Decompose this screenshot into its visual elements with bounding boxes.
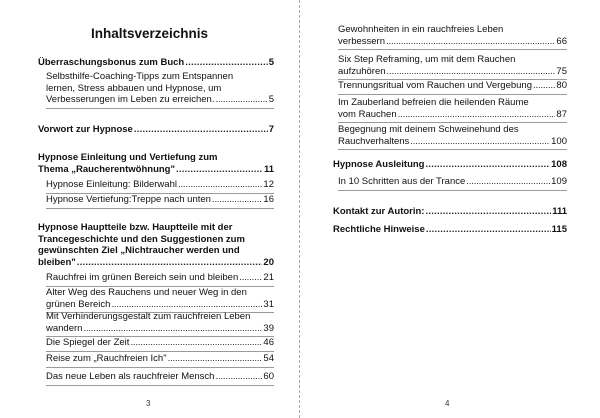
toc-entry-title-line: Trancegeschichte und den Suggestionen zum [38,233,245,245]
toc-entry-underline [338,149,567,150]
toc-dot-leader [134,124,268,136]
toc-dot-leader [410,136,550,148]
toc-dot-leader [466,176,550,188]
left-page [0,0,299,418]
toc-dot-leader [426,159,551,171]
toc-entry[interactable] [38,222,274,268]
toc-entry-page: 111 [552,206,567,217]
toc-entry-page: 20 [263,256,274,268]
toc-entry[interactable] [338,24,567,47]
toc-entry-page: 60 [263,371,274,382]
toc-dot-leader [215,94,267,106]
toc-entry-title-line: verbessern [338,35,385,47]
toc-entry-page: 80 [556,80,567,91]
toc-entry-title-line: grünen Bereich [46,298,111,310]
toc-entry-page: 46 [263,337,274,348]
toc-entry-title-line: Begegnung mit deinem Schweinehund des [338,124,519,135]
toc-entry-title-line: Im Zauberland befreien die heilenden Räume [338,97,529,108]
toc-entry[interactable] [46,194,274,206]
toc-entry[interactable] [338,124,567,147]
toc-entry-title-line: Rauchfrei im grünen Bereich sein und bleiben [46,272,239,283]
toc-entry-page: 100 [551,135,567,147]
toc-entry-title-line: Mit Verhinderungsgestalt zum rauchfreien Leben [46,311,251,322]
toc-entry-underline [46,351,274,352]
toc-entry-title-line: Das neue Leben als rauchfreier Mensch [46,371,215,382]
toc-entry-title-line: bleiben" [38,256,76,268]
toc-entry-title-line: Rauchverhaltens [338,135,410,147]
page-number-right: 4 [445,399,450,408]
toc-entry[interactable] [46,371,274,383]
toc-entry[interactable] [46,337,274,349]
toc-entry-page: 12 [263,179,274,190]
toc-entry-page: 7 [268,124,274,135]
toc-entry-title-line: Die Spiegel der Zeit [46,337,130,348]
toc-entry-title-line: vom Rauchen [338,108,397,120]
toc-entry-page: 54 [263,353,274,364]
toc-dot-leader [185,57,267,69]
toc-entry[interactable] [38,57,274,69]
toc-entry-title-line: Hypnose Hauptteile bzw. Hauptteile mit der [38,222,233,233]
toc-dot-leader [387,66,556,78]
toc-dot-leader [533,80,555,92]
toc-entry-underline [338,94,567,95]
toc-entry-page: 109 [551,176,567,187]
toc-entry-page: 39 [263,322,274,334]
toc-entry-title-line: aufzuhören [338,65,386,77]
toc-dot-leader [398,109,556,121]
toc-entry-title-line: Thema „Raucherentwöhnung" [38,163,175,175]
book-spine [299,0,300,418]
toc-dot-leader [386,36,555,48]
page-number-left: 3 [146,399,151,408]
toc-entry[interactable] [338,80,567,92]
toc-entry[interactable] [46,353,274,365]
toc-dot-leader [77,257,263,269]
toc-entry-page: 16 [263,194,274,205]
toc-entry-page: 5 [268,94,274,105]
toc-entry[interactable] [338,54,567,77]
toc-entry[interactable] [46,311,274,334]
toc-entry-underline [338,190,567,191]
toc-entry[interactable] [46,272,274,284]
toc-entry[interactable] [38,124,274,136]
toc-entry-title-line: Gewohnheiten in ein rauchfreies Leben [338,24,504,35]
toc-entry-page: 108 [551,159,567,170]
toc-entry-underline [46,385,274,386]
toc-entry-page: 21 [263,272,274,283]
toc-dot-leader [426,224,551,236]
toc-entry-underline [46,208,274,209]
right-page [301,0,600,418]
toc-entry-title-line: Alter Weg des Rauchens und neuer Weg in den [46,287,247,298]
toc-entry[interactable] [333,159,567,171]
toc-dot-leader [111,299,262,311]
toc-entry-page: 66 [556,35,567,47]
toc-entry-page: 87 [556,108,567,120]
toc-entry-title-line: Vorwort zur Hypnose [38,124,133,135]
toc-entry-page: 115 [551,224,567,235]
toc-dot-leader [215,371,262,383]
toc-entry-title-line: Kontakt zur Autorin: [333,206,425,217]
toc-entry-title-line: Hypnose Vertiefung:Treppe nach unten [46,194,211,205]
toc-title: Inhaltsverzeichnis [90,26,209,41]
toc-entry-underline [338,49,567,50]
toc-entry-page: 75 [556,65,567,77]
toc-entry-title-line: wandern [46,322,83,334]
toc-dot-leader [168,353,263,365]
toc-list-left [0,0,299,418]
toc-entry[interactable] [333,206,567,218]
toc-entry-page: 5 [268,57,274,68]
toc-dot-leader [178,179,262,191]
toc-entry-underline [46,367,274,368]
toc-entry[interactable] [38,152,274,175]
toc-entry[interactable] [338,176,567,188]
toc-entry-title-line: Six Step Reframing, um mit dem Rauchen [338,54,516,65]
toc-dot-leader [239,272,262,284]
toc-entry-title-line: Hypnose Einleitung: Bilderwahl [46,179,177,190]
toc-list-right [301,0,600,418]
toc-entry-title-line: Hypnose Ausleitung [333,159,425,170]
toc-entry-title-line: In 10 Schritten aus der Trance [338,176,466,187]
toc-entry-underline [46,108,274,109]
toc-dot-leader [176,164,263,176]
toc-entry[interactable] [46,179,274,191]
toc-entry[interactable] [338,97,567,120]
toc-entry-title-line: Hypnose Einleitung und Vertiefung zum [38,152,218,163]
toc-entry-page: 31 [263,298,274,310]
toc-entry-page: 11 [263,163,274,175]
toc-entry-title-line: lernen, Stress abbauen und Hypnose, um [46,82,222,94]
toc-entry[interactable] [333,224,567,236]
toc-entry-title-line: gewünschten Ziel „Nichtraucher werden und [38,245,240,256]
toc-entry-title-line: Reise zum „Rauchfreien Ich" [46,353,167,364]
toc-entry-title-line: Trennungsritual vom Rauchen und Vergebung [338,80,532,91]
toc-entry-title-line: Rechtliche Hinweise [333,224,425,235]
toc-dot-leader [83,323,262,335]
toc-entry[interactable] [46,71,274,106]
toc-entry[interactable] [46,287,274,310]
toc-entry-title-line: Selbsthilfe-Coaching-Tipps zum Entspannen [46,71,234,82]
toc-dot-leader [212,194,262,206]
toc-dot-leader [130,337,262,349]
toc-dot-leader [425,206,551,218]
toc-entry-title-line: Überraschungsbonus zum Buch [38,57,185,68]
toc-entry-title-line: Verbesserungen im Leben zu erreichen. [46,94,215,105]
toc-entry-underline [338,122,567,123]
